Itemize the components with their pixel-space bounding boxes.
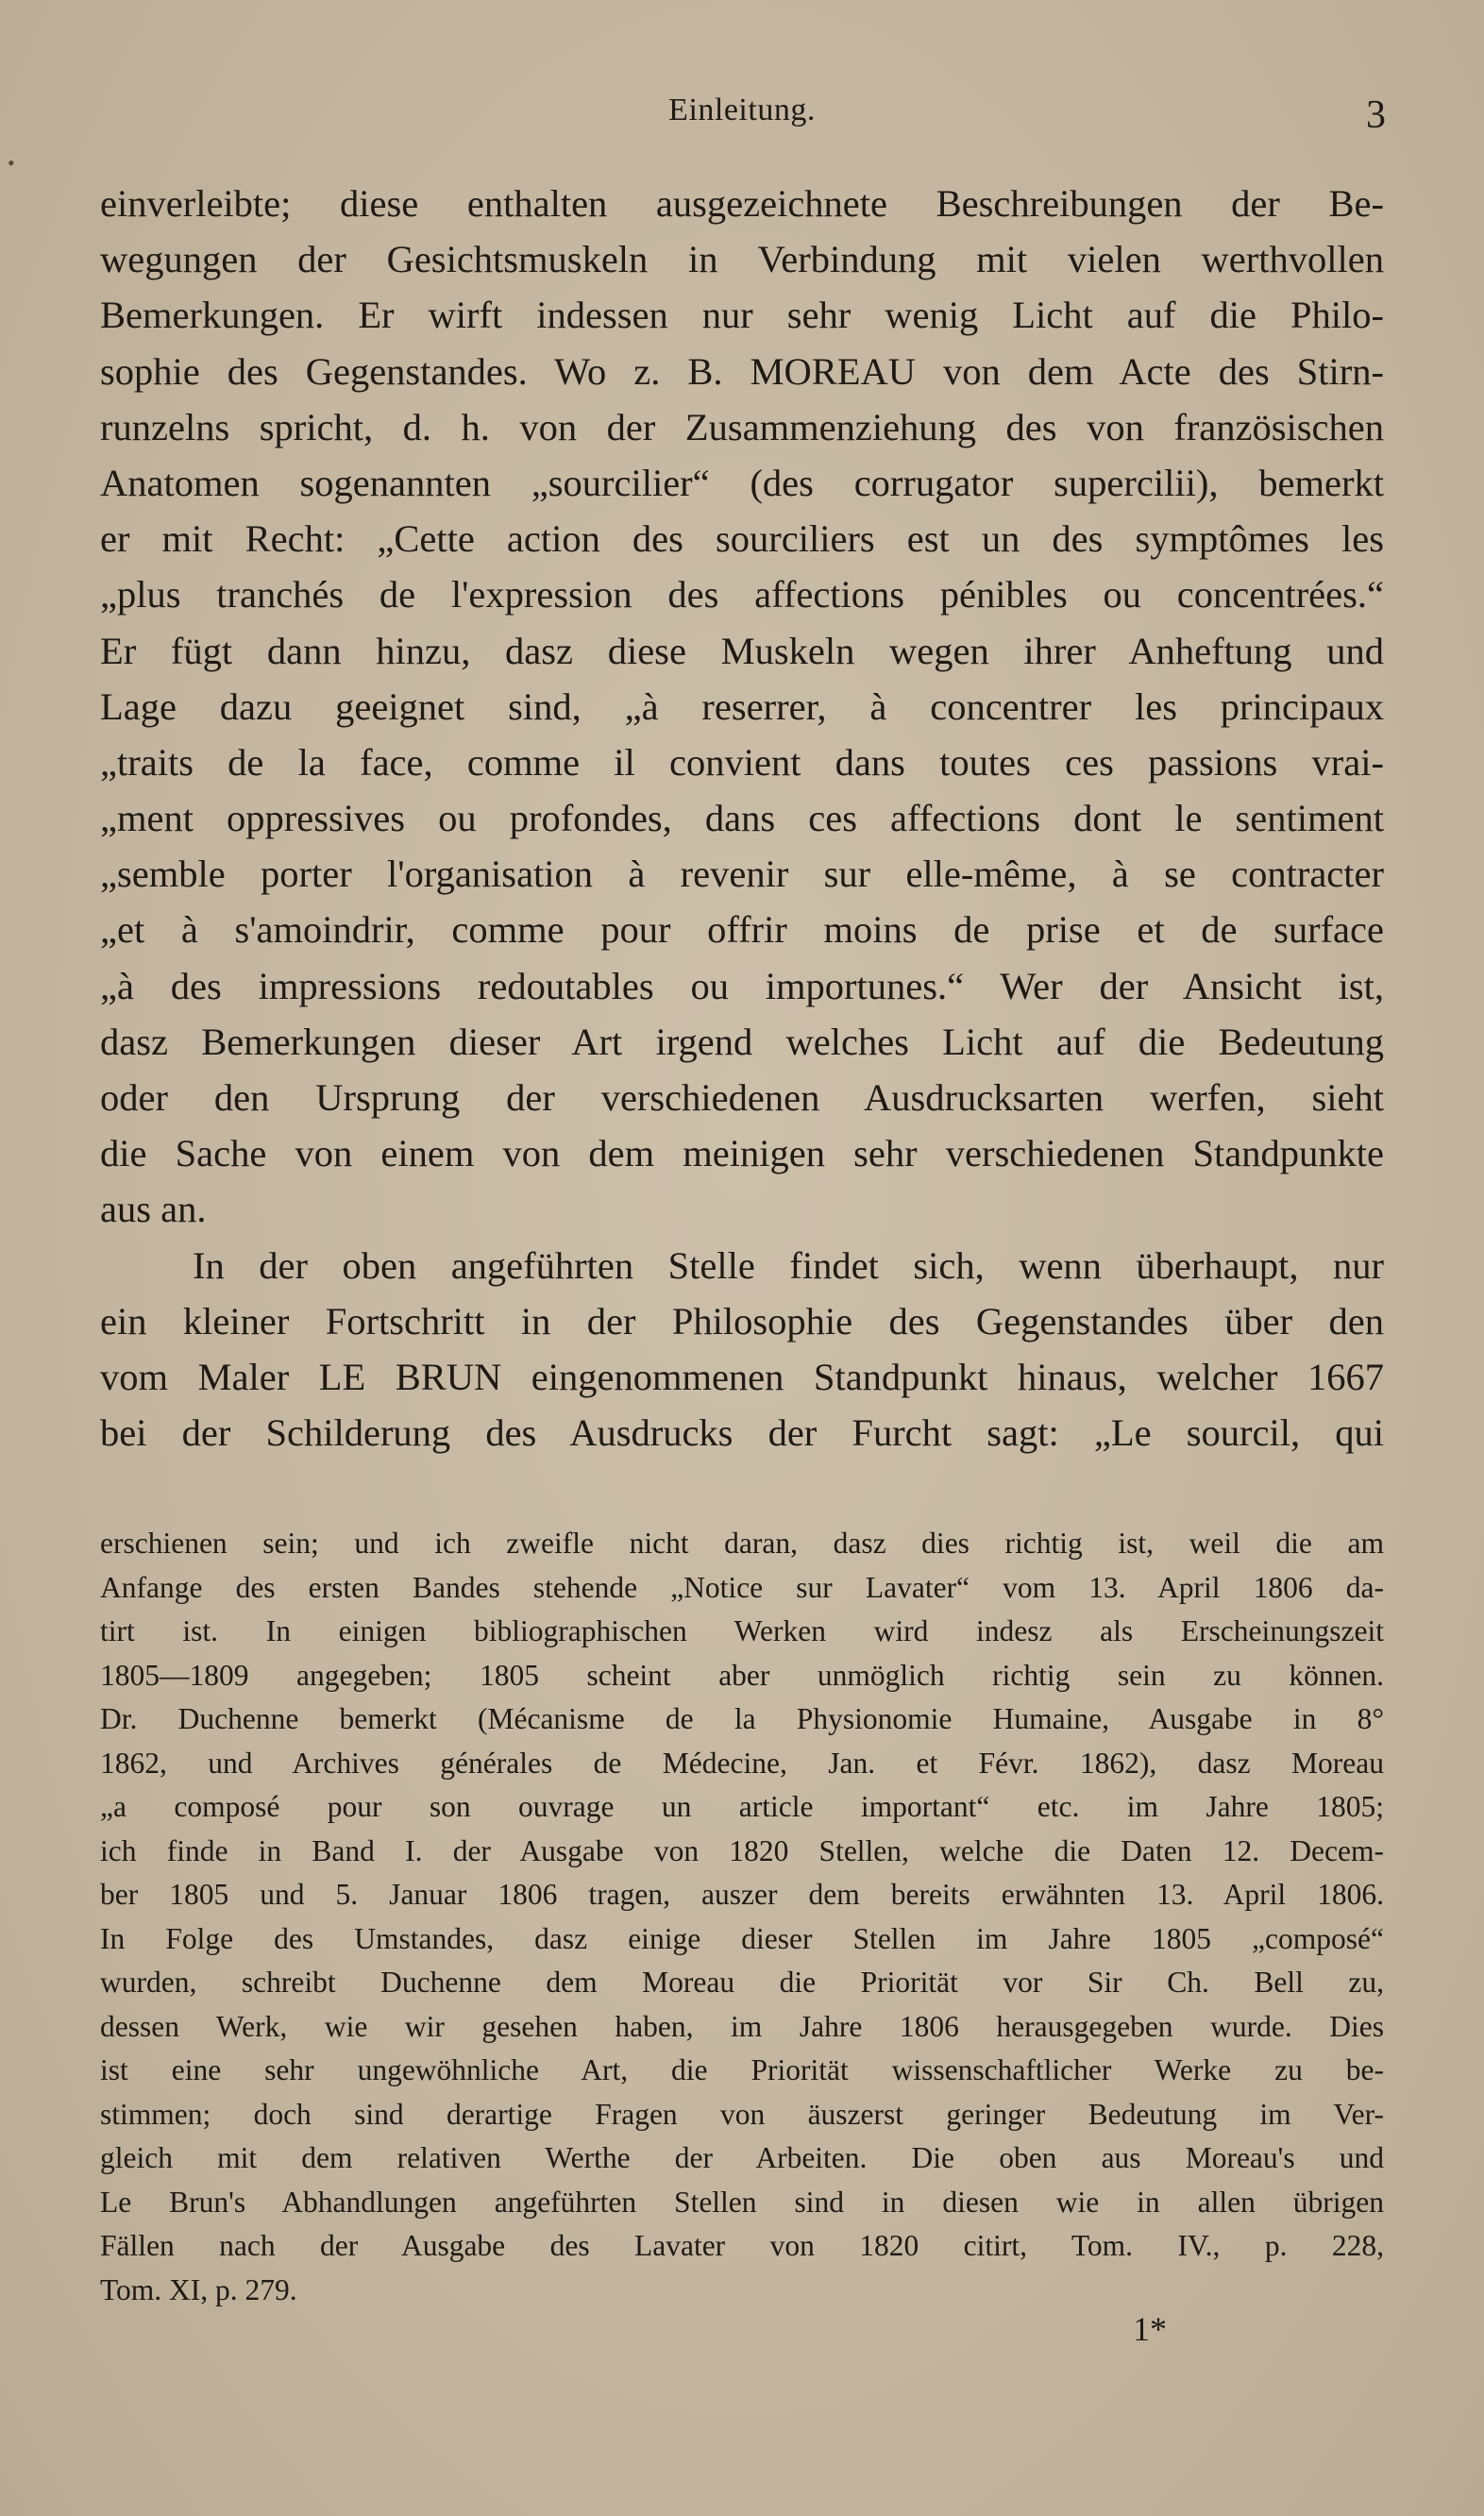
footnote-line: erschienen sein; und ich zweifle nicht daran, dasz dies richtig ist, weil die am [100, 1527, 1384, 1560]
footnote-line: „a composé pour son ouvrage un article important“ etc. im Jahre 1805; [100, 1790, 1384, 1823]
footnote-block [100, 1522, 1384, 2312]
text-line: Anatomen sogenannten „sourcilier“ (des corrugator supercilii), bemerkt [100, 461, 1384, 504]
text-line: „plus tranchés de l'expression des affections pénibles ou concentrées.“ [100, 573, 1384, 616]
text-line: „ment oppressives ou profondes, dans ces affections dont le sentiment [100, 797, 1384, 840]
text-line: „traits de la face, comme il convient dans toutes ces passions vrai- [100, 740, 1384, 784]
text-line: ein kleiner Fortschritt in der Philosophie des Gegenstandes über den [100, 1299, 1384, 1342]
footnote-line: ber 1805 und 5. Januar 1806 tragen, auszer dem bereits erwähnten 13. April 1806. [100, 1878, 1384, 1911]
text-line: Lage dazu geeignet sind, „à reserrer, à concentrer les principaux [100, 684, 1384, 728]
running-header [0, 87, 1484, 144]
page-number: 3 [1366, 93, 1386, 137]
paragraph-start-line: In der oben angeführten Stelle findet sich, wenn überhaupt, nur [193, 1243, 1384, 1287]
text-line: bei der Schilderung des Ausdrucks der Furcht sagt: „Le sourcil, qui [100, 1411, 1384, 1455]
text-line: wegungen der Gesichtsmuskeln in Verbindung mit vielen werthvollen [100, 238, 1384, 281]
text-line: „à des impressions redoutables ou importunes.“ Wer der Ansicht ist, [100, 964, 1384, 1007]
text-line: Bemerkungen. Er wirft indessen nur sehr wenig Licht auf die Philo- [100, 294, 1384, 337]
margin-mark: • [8, 151, 15, 175]
footnote-line: wurden, schreibt Duchenne dem Moreau die Priorität vor Sir Ch. Bell zu, [100, 1966, 1384, 1999]
footnote-line: stimmen; doch sind derartige Fragen von äuszerst geringer Bedeutung im Ver- [100, 2097, 1384, 2131]
footnote-line: Anfange des ersten Bandes stehende „Notice sur Lavater“ vom 13. April 1806 da- [100, 1570, 1384, 1604]
text-line: dasz Bemerkungen dieser Art irgend welches Licht auf die Bedeutung [100, 1020, 1384, 1063]
text-line: aus an. [100, 1188, 207, 1231]
signature-mark: 1* [1133, 2310, 1167, 2348]
footnote-line: Dr. Duchenne bemerkt (Mécanisme de la Physionomie Humaine, Ausgabe in 8° [100, 1702, 1384, 1735]
text-line: die Sache von einem von dem meinigen sehr verschiedenen Standpunkte [100, 1132, 1384, 1175]
footnote-line: Le Brun's Abhandlungen angeführten Stellen sind in diesen wie in allen übrigen [100, 2185, 1384, 2219]
text-line: oder den Ursprung der verschiedenen Ausdrucksarten werfen, sieht [100, 1076, 1384, 1119]
text-line: er mit Recht: „Cette action des sourciliers est un des symptômes les [100, 517, 1384, 561]
footnote-line: Fällen nach der Ausgabe des Lavater von 1820 citirt, Tom. IV., p. 228, [100, 2229, 1384, 2262]
footnote-line: gleich mit dem relativen Werthe der Arbeiten. Die oben aus Moreau's und [100, 2141, 1384, 2174]
footnote-line: ist eine sehr ungewöhnliche Art, die Priorität wissenschaftlicher Werke zu be- [100, 2053, 1384, 2086]
text-line: sophie des Gegenstandes. Wo z. B. MOREAU von dem Acte des Stirn- [100, 349, 1384, 393]
chapter-title: Einleitung. [668, 93, 816, 127]
text-line: „et à s'amoindrir, comme pour offrir moins de prise et de surface [100, 908, 1384, 952]
text-line: Er fügt dann hinzu, dasz diese Muskeln wegen ihrer Anheftung und [100, 629, 1384, 672]
footnote-line: In Folge des Umstandes, dasz einige dieser Stellen im Jahre 1805 „composé“ [100, 1921, 1384, 1955]
text-line: „semble porter l'organisation à revenir sur elle-même, à se contracter [100, 853, 1384, 896]
footnote-line: ich finde in Band I. der Ausgabe von 1820 Stellen, welche die Daten 12. Decem- [100, 1833, 1384, 1867]
main-text-block [100, 176, 1384, 1461]
footnote-line: Tom. XI, p. 279. [100, 2272, 297, 2306]
text-line: vom Maler LE BRUN eingenommenen Standpunkt hinaus, welcher 1667 [100, 1355, 1384, 1398]
footnote-line: tirt ist. In einigen bibliographischen Werken wird indesz als Erscheinungszeit [100, 1614, 1384, 1647]
text-line: einverleibte; diese enthalten ausgezeichnete Beschreibungen der Be- [100, 182, 1384, 225]
footnote-line: 1862, und Archives générales de Médecine, Jan. et Févr. 1862), dasz Moreau [100, 1746, 1384, 1780]
text-line: runzelns spricht, d. h. von der Zusammenziehung des von französischen [100, 405, 1384, 448]
footnote-line: 1805—1809 angegeben; 1805 scheint aber unmöglich richtig sein zu können. [100, 1658, 1384, 1692]
footnote-line: dessen Werk, wie wir gesehen haben, im Jahre 1806 herausgegeben wurde. Dies [100, 2009, 1384, 2043]
